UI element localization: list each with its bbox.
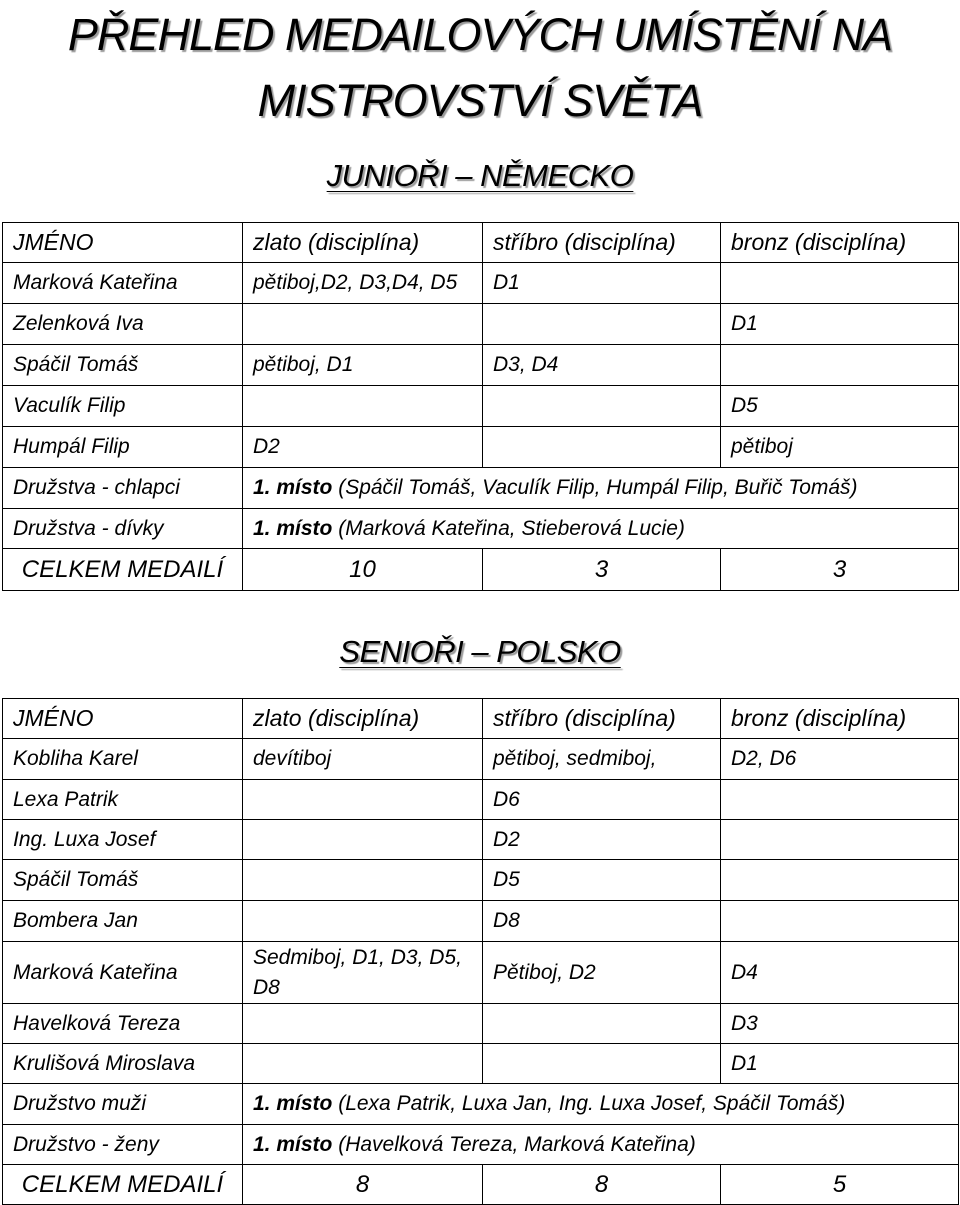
athlete-name: Marková Kateřina xyxy=(3,263,243,304)
juniors-table xyxy=(2,222,959,591)
team-place: 1. místo xyxy=(253,476,333,499)
total-bronze: 3 xyxy=(721,549,959,591)
table-row xyxy=(3,345,959,386)
table-row xyxy=(3,263,959,304)
team-members: (Havelková Tereza, Marková Kateřina) xyxy=(338,1132,696,1156)
gold-cell xyxy=(243,820,483,860)
seniors-heading: SENIOŘI – POLSKO xyxy=(339,634,621,669)
silver-cell: Pětiboj, D2 xyxy=(483,942,721,1004)
gold-cell: pětiboj, D1 xyxy=(243,345,483,386)
team-name: Družstvo muži xyxy=(3,1084,243,1125)
team-row xyxy=(3,1125,959,1165)
team-result xyxy=(243,468,959,509)
athlete-name: Humpál Filip xyxy=(3,427,243,468)
team-place: 1. místo xyxy=(253,1132,333,1156)
header-gold: zlato (disciplína) xyxy=(243,223,483,263)
page-title xyxy=(0,2,960,134)
table-row xyxy=(3,386,959,427)
total-row xyxy=(3,549,959,591)
gold-cell xyxy=(243,780,483,820)
header-silver: stříbro (disciplína) xyxy=(483,699,721,739)
table-row xyxy=(3,427,959,468)
athlete-name: Bombera Jan xyxy=(3,901,243,942)
gold-cell xyxy=(243,386,483,427)
page-title-line-2: MISTROVSTVÍ SVĚTA xyxy=(257,75,703,126)
athlete-name: Kobliha Karel xyxy=(3,739,243,780)
gold-cell: pětiboj,D2, D3,D4, D5 xyxy=(243,263,483,304)
bronze-cell xyxy=(721,860,959,901)
team-result xyxy=(243,1125,959,1165)
header-gold: zlato (disciplína) xyxy=(243,699,483,739)
team-name: Družstva - chlapci xyxy=(3,468,243,509)
bronze-cell: D1 xyxy=(721,304,959,345)
team-row xyxy=(3,1084,959,1125)
bronze-cell: D4 xyxy=(721,942,959,1004)
table-row xyxy=(3,739,959,780)
total-silver: 3 xyxy=(483,549,721,591)
athlete-name: Vaculík Filip xyxy=(3,386,243,427)
bronze-cell: D5 xyxy=(721,386,959,427)
bronze-cell: D2, D6 xyxy=(721,739,959,780)
page-title-line-1: PŘEHLED MEDAILOVÝCH UMÍSTĚNÍ NA xyxy=(67,9,893,60)
total-gold: 10 xyxy=(243,549,483,591)
table-row xyxy=(3,942,959,1004)
team-members: (Marková Kateřina, Stieberová Lucie) xyxy=(338,516,685,540)
team-name: Družstva - dívky xyxy=(3,509,243,549)
total-silver: 8 xyxy=(483,1165,721,1205)
silver-cell xyxy=(483,427,721,468)
silver-cell: D6 xyxy=(483,780,721,820)
bronze-cell: pětiboj xyxy=(721,427,959,468)
bronze-cell xyxy=(721,780,959,820)
athlete-name: Marková Kateřina xyxy=(3,942,243,1004)
table-row xyxy=(3,780,959,820)
total-gold: 8 xyxy=(243,1165,483,1205)
table-row xyxy=(3,820,959,860)
team-place: 1. místo xyxy=(253,1092,333,1115)
table-row xyxy=(3,304,959,345)
silver-cell: pětiboj, sedmiboj, xyxy=(483,739,721,780)
bronze-cell xyxy=(721,820,959,860)
header-silver: stříbro (disciplína) xyxy=(483,223,721,263)
bronze-cell: D1 xyxy=(721,1044,959,1084)
table-row xyxy=(3,1044,959,1084)
table-row xyxy=(3,1004,959,1044)
header-name: JMÉNO xyxy=(3,223,243,263)
gold-cell xyxy=(243,1004,483,1044)
gold-cell xyxy=(243,901,483,942)
table-row xyxy=(3,901,959,942)
gold-cell: Sedmiboj, D1, D3, D5, D8 xyxy=(243,942,483,1004)
table-row xyxy=(3,860,959,901)
team-name: Družstvo - ženy xyxy=(3,1125,243,1165)
gold-cell: devítiboj xyxy=(243,739,483,780)
silver-cell: D5 xyxy=(483,860,721,901)
silver-cell: D1 xyxy=(483,263,721,304)
athlete-name: Ing. Luxa Josef xyxy=(3,820,243,860)
team-result xyxy=(243,1084,959,1125)
juniors-heading: JUNIOŘI – NĚMECKO xyxy=(326,158,634,193)
athlete-name: Lexa Patrik xyxy=(3,780,243,820)
athlete-name: Havelková Tereza xyxy=(3,1004,243,1044)
total-label: CELKEM MEDAILÍ xyxy=(3,549,243,591)
total-label: CELKEM MEDAILÍ xyxy=(3,1165,243,1205)
seniors-table xyxy=(2,698,959,1205)
team-result xyxy=(243,509,959,549)
bronze-cell xyxy=(721,901,959,942)
silver-cell xyxy=(483,1004,721,1044)
gold-cell: D2 xyxy=(243,427,483,468)
athlete-name: Spáčil Tomáš xyxy=(3,345,243,386)
total-bronze: 5 xyxy=(721,1165,959,1205)
silver-cell: D8 xyxy=(483,901,721,942)
header-bronze: bronz (disciplína) xyxy=(721,699,959,739)
bronze-cell xyxy=(721,345,959,386)
gold-cell xyxy=(243,1044,483,1084)
athlete-name: Spáčil Tomáš xyxy=(3,860,243,901)
silver-cell: D3, D4 xyxy=(483,345,721,386)
gold-cell xyxy=(243,304,483,345)
bronze-cell xyxy=(721,263,959,304)
table-header-row xyxy=(3,223,959,263)
gold-cell xyxy=(243,860,483,901)
team-row xyxy=(3,468,959,509)
athlete-name: Zelenková Iva xyxy=(3,304,243,345)
silver-cell xyxy=(483,386,721,427)
team-row xyxy=(3,509,959,549)
athlete-name: Krulišová Miroslava xyxy=(3,1044,243,1084)
header-name: JMÉNO xyxy=(3,699,243,739)
bronze-cell: D3 xyxy=(721,1004,959,1044)
team-members: (Spáčil Tomáš, Vaculík Filip, Humpál Filip, Buřič Tomáš) xyxy=(338,476,858,499)
silver-cell xyxy=(483,1044,721,1084)
team-members: (Lexa Patrik, Luxa Jan, Ing. Luxa Josef, Spáčil Tomáš) xyxy=(338,1092,846,1115)
silver-cell: D2 xyxy=(483,820,721,860)
team-place: 1. místo xyxy=(253,516,333,540)
table-header-row xyxy=(3,699,959,739)
header-bronze: bronz (disciplína) xyxy=(721,223,959,263)
silver-cell xyxy=(483,304,721,345)
total-row xyxy=(3,1165,959,1205)
